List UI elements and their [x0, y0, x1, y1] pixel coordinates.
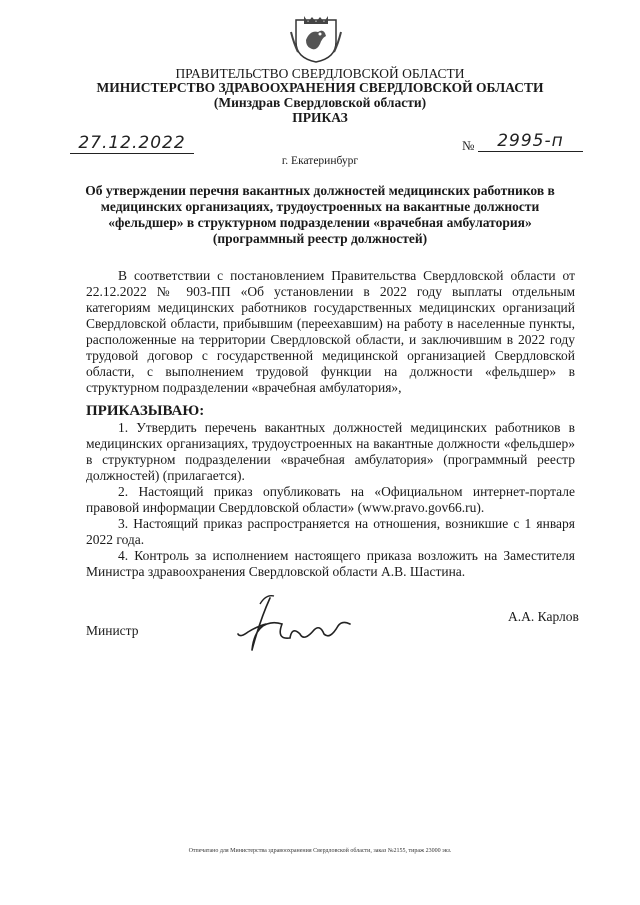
order-word: ПРИКАЗЫВАЮ:	[86, 403, 205, 419]
preamble: В соответствии с постановлением Правительства Свердловской области от 22.12.2022 № 903-ПП «Об установлении в 2022 году выплаты отдельным категориям медицинских работников государственных медицинских организаций Свердловской области, прибывшим (переехавшим) на работу в населенные пункты, расположенные на территории Свердловской области, и заключившим в 2022 году трудовой договор с государственной медицинской организацией Свердловской области, с выполнением трудовой функции на должности «фельдшер» в структурном подразделении «врачебная амбулатория»,	[86, 268, 575, 395]
signatory-name: А.А. Карлов	[508, 609, 579, 624]
document-title: Об утверждении перечня вакантных должностей медицинских работников в медицинских организациях, трудоустроенных на вакантные должности «фельдшер» в структурном подразделении «врачебная амбулатория» (программный реестр должностей)	[85, 183, 555, 246]
signatory-position: Министр	[86, 623, 139, 638]
document-type: ПРИКАЗ	[292, 110, 348, 125]
order-item-4: 4. Контроль за исполнением настоящего приказа возложить на Заместителя Министра здравоохранения Свердловской области А.В. Шастина.	[86, 548, 575, 579]
order-date: 27.12.2022	[70, 133, 194, 154]
handwritten-signature	[230, 590, 360, 665]
government-name: ПРАВИТЕЛЬСТВО СВЕРДЛОВСКОЙ ОБЛАСТИ	[175, 66, 465, 81]
city: г. Екатеринбург	[281, 155, 359, 167]
order-number: 2995-п	[478, 131, 583, 152]
order-item-3: 3. Настоящий приказ распространяется на отношения, возникшие с 1 января 2022 года.	[86, 516, 575, 547]
order-item-2: 2. Настоящий приказ опубликовать на «Официальном интернет-портале правовой информации Свердловской области» (www.pravo.gov66.ru).	[86, 484, 575, 515]
print-footer: Отпечатано для Министерства здравоохранения Свердловской области, заказ №2155, тираж 23000 экз.	[188, 848, 452, 854]
ministry-short-name: (Минздрав Свердловской области)	[213, 95, 427, 110]
coat-of-arms-icon	[290, 14, 342, 64]
order-item-1: 1. Утвердить перечень вакантных должностей медицинских работников в медицинских организациях, трудоустроенных на вакантные должности «фельдшер» в структурном подразделении «врачебная амбулатория» (программный реестр должностей) (прилагается).	[86, 420, 575, 483]
order-number-label: №	[462, 138, 475, 153]
ministry-name: МИНИСТЕРСТВО ЗДРАВООХРАНЕНИЯ СВЕРДЛОВСКОЙ ОБЛАСТИ	[96, 80, 544, 95]
